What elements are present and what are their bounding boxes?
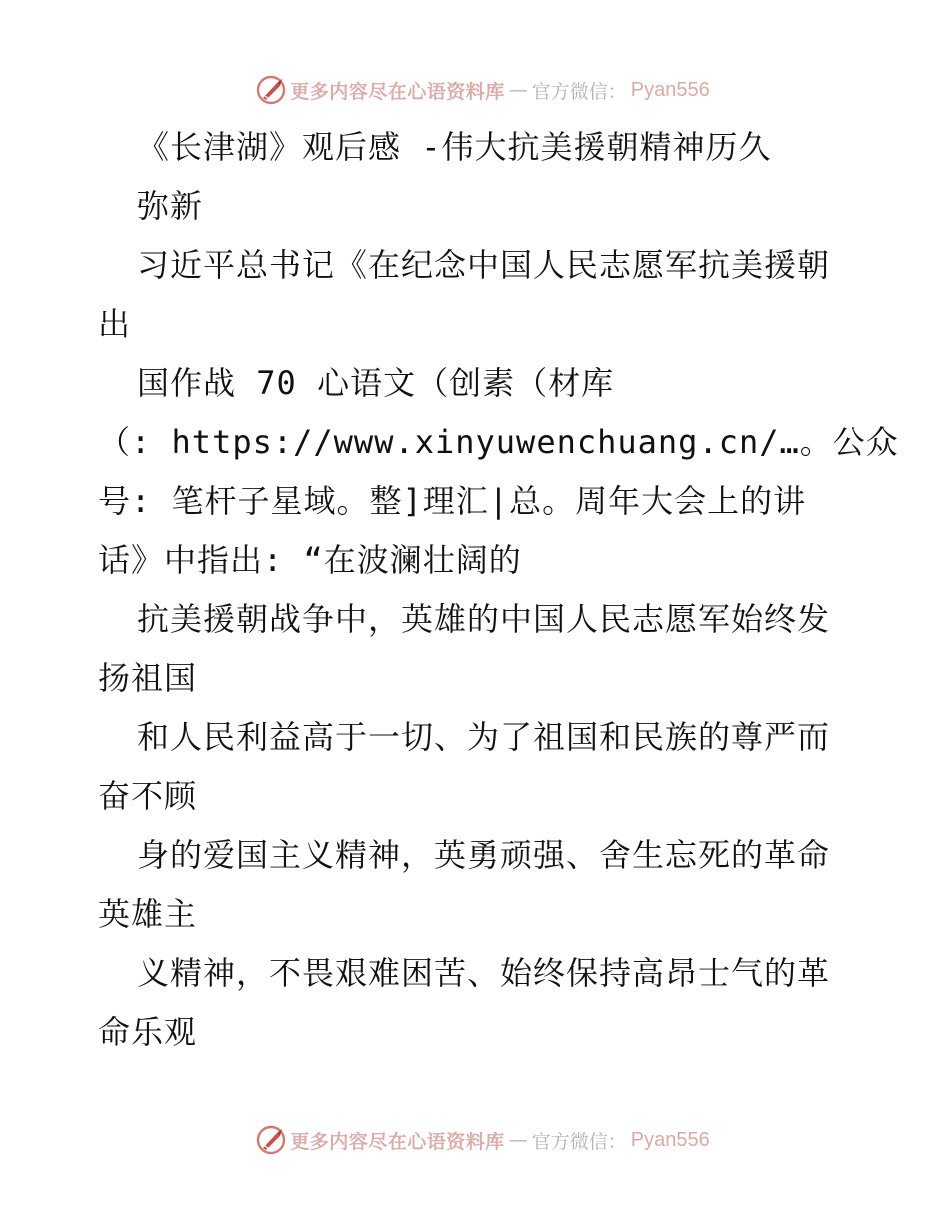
watermark-dash: — xyxy=(508,79,528,101)
watermark-site-text: 更多内容尽在心语资料库 xyxy=(290,1130,505,1153)
watermark-site-text: 更多内容尽在心语资料库 xyxy=(290,80,505,103)
watermark-wechat-id: Pyan556 xyxy=(630,78,710,101)
watermark-wechat-id: Pyan556 xyxy=(630,1128,710,1151)
header-watermark-banner xyxy=(0,70,950,110)
text-line: 身的爱国主义精神，英勇顽强、舍生忘死的革命 xyxy=(137,836,831,874)
text-line: 话》中指出: “在波澜壮阔的 xyxy=(98,541,522,579)
text-line: 和人民利益高于一切、为了祖国和民族的尊严而 xyxy=(137,718,831,756)
watermark-dash: — xyxy=(508,1129,528,1151)
quill-pen-logo-icon xyxy=(256,75,286,105)
text-line: 号: 笔杆子星域。整]理汇|总。周年大会上的讲 xyxy=(98,482,807,520)
text-line: 英雄主 xyxy=(98,895,198,933)
text-line: 奋不顾 xyxy=(98,777,198,815)
text-line: 义精神，不畏艰难困苦、始终保持高昂士气的革 xyxy=(137,954,831,992)
text-line: 抗美援朝战争中，英雄的中国人民志愿军始终发 xyxy=(137,600,831,638)
watermark-wechat-label: 官方微信： xyxy=(531,1130,627,1153)
text-line: 扬祖国 xyxy=(98,659,198,697)
footer-watermark-banner xyxy=(0,1120,950,1160)
text-line: 弥新 xyxy=(137,187,204,225)
text-line: 习近平总书记《在纪念中国人民志愿军抗美援朝 xyxy=(137,246,831,284)
text-line: 国作战 70 心语文（创素（材库 xyxy=(137,364,615,402)
text-line: 《长津湖》观后感 -伟大抗美援朝精神历久 xyxy=(137,128,772,166)
text-line: （: https://www.xinyuwenchuang.cn/…。公众 xyxy=(98,423,899,461)
quill-pen-logo-icon xyxy=(256,1125,286,1155)
watermark-wechat-label: 官方微信： xyxy=(531,80,627,103)
text-line: 出 xyxy=(98,305,132,343)
text-line: 命乐观 xyxy=(98,1013,198,1051)
